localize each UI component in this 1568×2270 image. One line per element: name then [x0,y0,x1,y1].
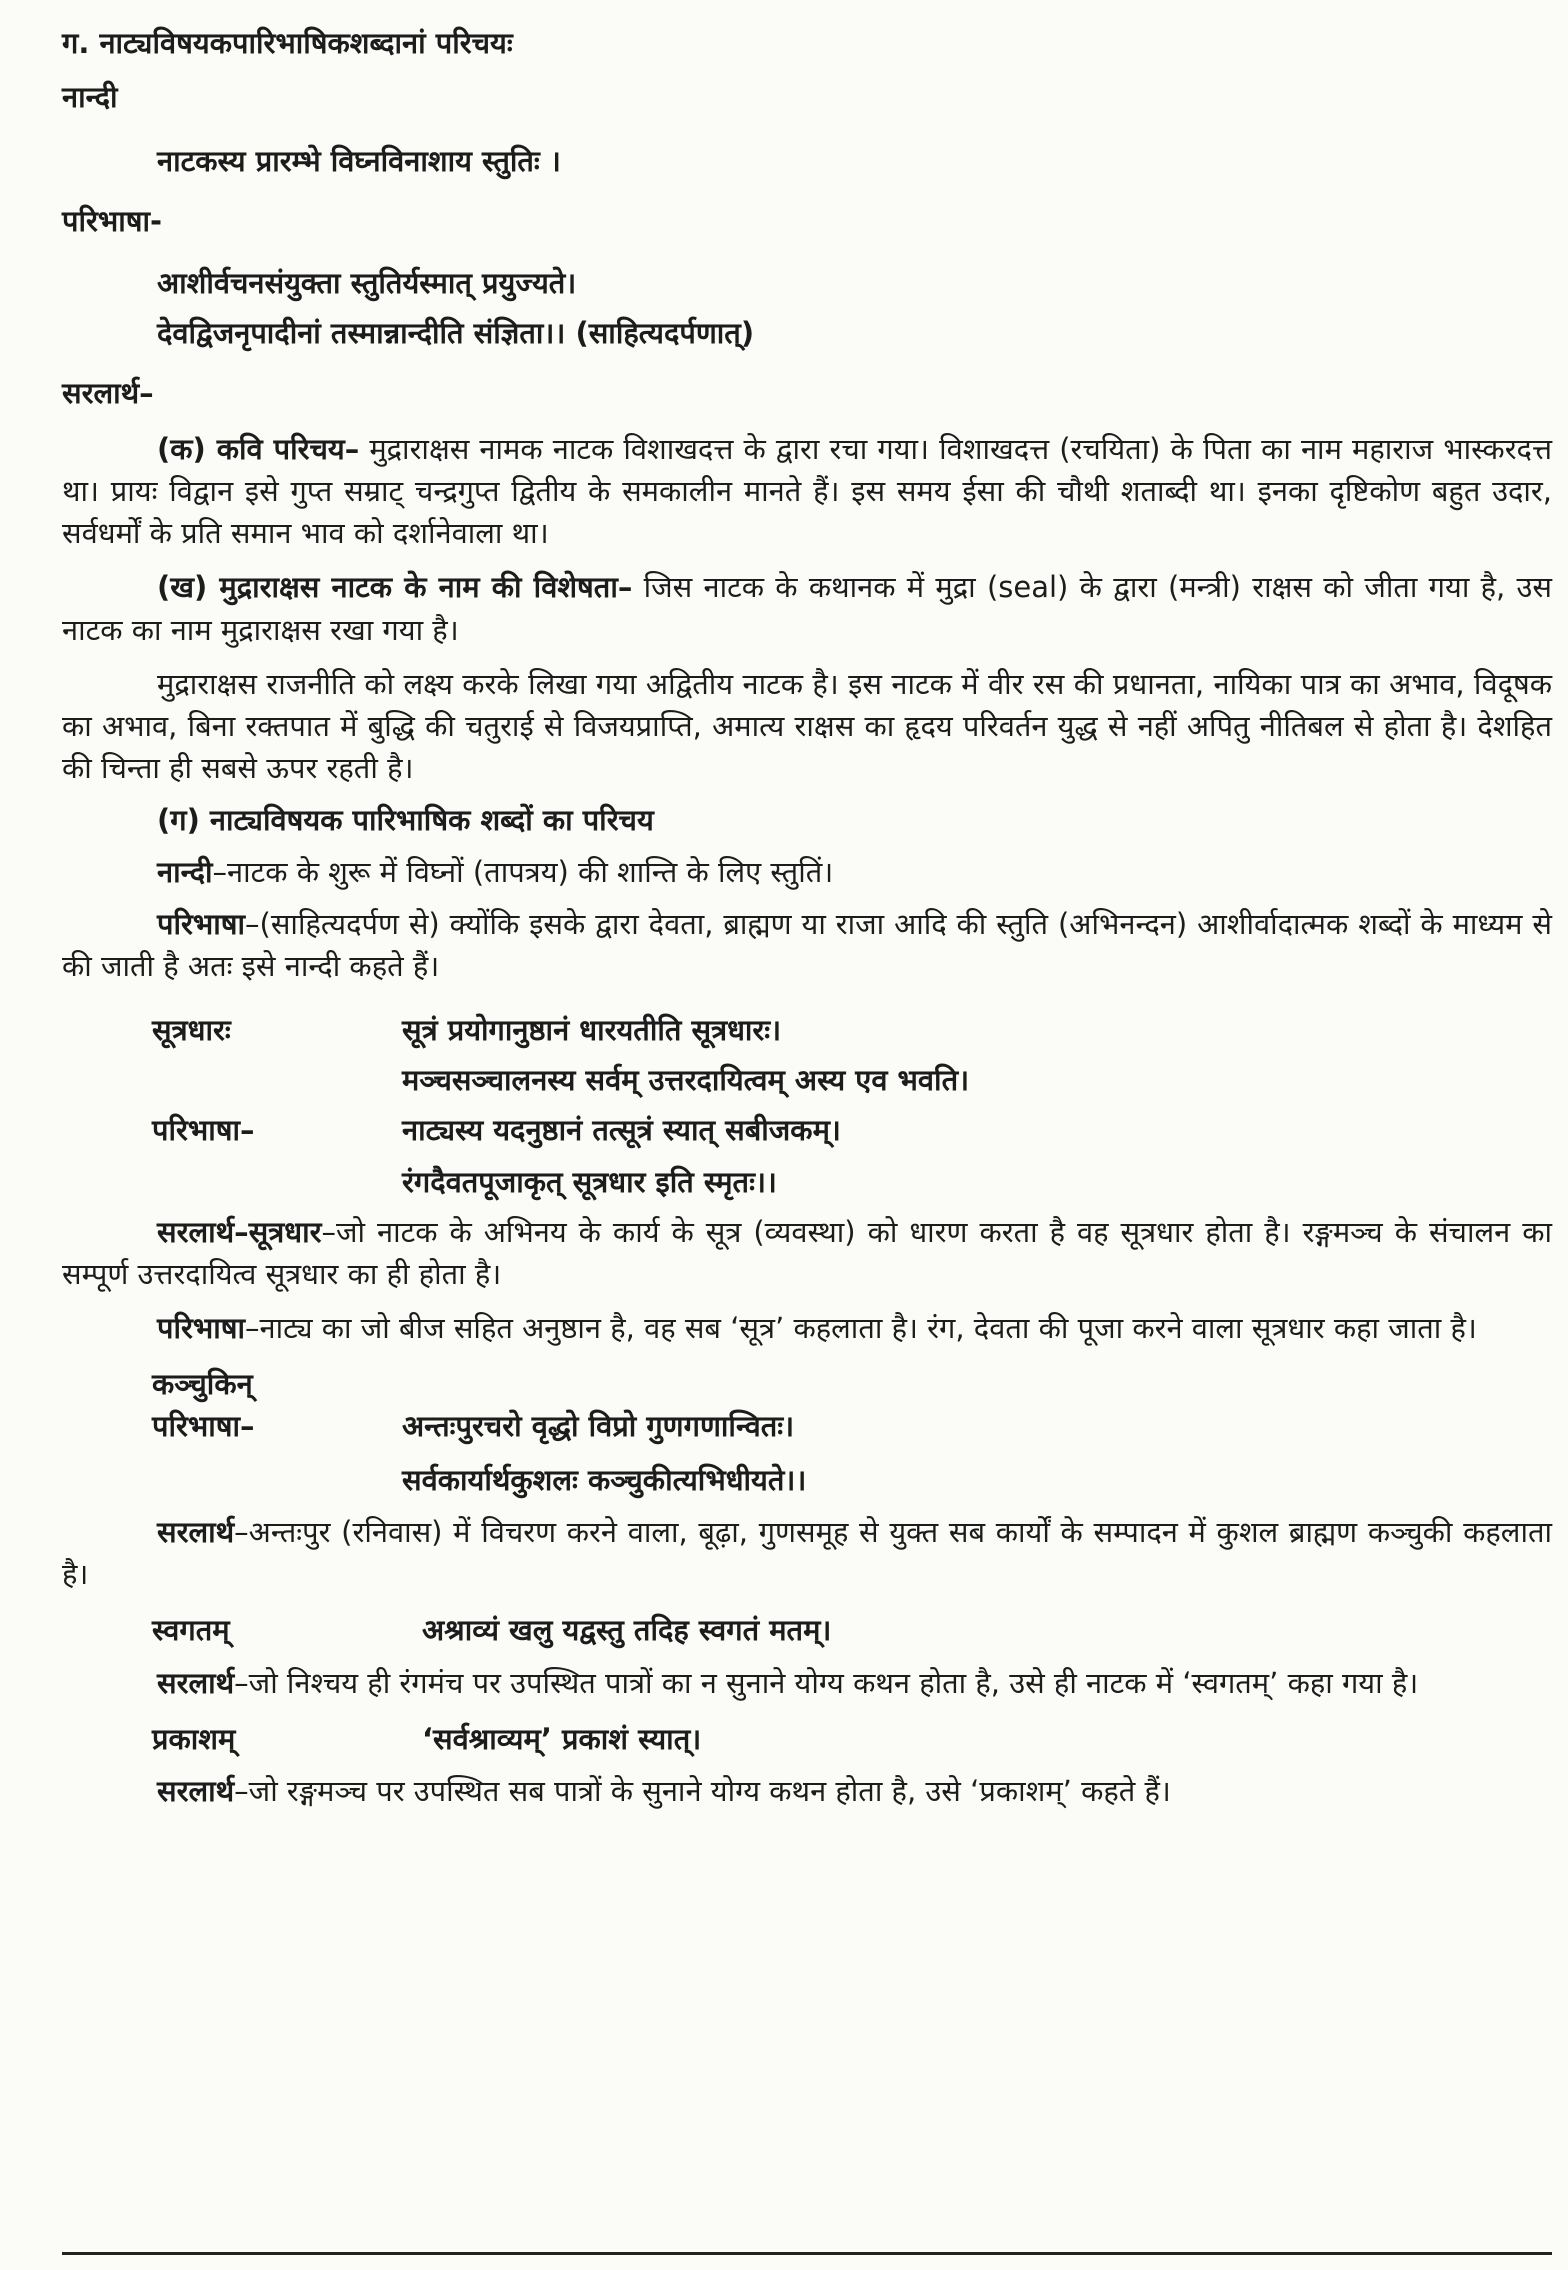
mudra-naam-text: जिस नाटक के कथानक में मुद्रा (seal) के द्वारा (मन्त्री) राक्षस को जीता गया है, उस नाटक का नाम मुद्राराक्षस रखा गया है। [62,570,1552,647]
section-heading: ग. नाट्यविषयकपारिभाषिकशब्दानां परिचयः [62,26,513,60]
swagatam-verse: अश्राव्यं खलु यद्वस्तु तदिह स्वगतं मतम्। [422,1613,832,1648]
nandi-paribhasha-hindi-text: –(साहित्यदर्पण से) क्योंकि इसके द्वारा देवता, ब्राह्मण या राजा आदि की स्तुति (अभिनन्दन) आशीर्वादात्मक शब्दों के माध्यम से की जाती है अतः इसे नान्दी कहते हैं। [62,906,1552,983]
kavi-parichay-label: (क) कवि परिचय– [157,432,360,467]
sutradhar-saralarth-text: –जो नाटक के अभिनय के कार्य के सूत्र (व्यवस्था) को धारण करता है वह सूत्रधार होता है। रङ्गमञ्च के संचालन का सम्पूर्ण उत्तरदायित्व सूत्रधार का ही होता है। [62,1215,1552,1292]
nandi-verse-1: आशीर्वचनसंयुक्ता स्तुतिर्यस्मात् प्रयुज्यते। [157,266,577,301]
nandi-hindi-paragraph [62,851,1552,893]
nandi-paribhasha-label: परिभाषा- [62,204,163,239]
kanchuki-saralarth-paragraph [62,1511,1552,1595]
prakasham-saralarth-label: सरलार्थ [157,1773,235,1808]
sutradhar-block [62,1009,1552,1203]
nandi-paribhasha-paragraph [62,903,1552,987]
nandi-verse-2: देवद्विजनृपादीनां तस्मान्नान्दीति संज्ञिता।। (साहित्यदर्पणात्) [157,316,755,351]
kanchuki-paribhasha-label: परिभाषा– [152,1409,255,1444]
prakasham-saralarth-text: –जो रङ्गमञ्च पर उपस्थित सब पात्रों के सुनाने योग्य कथन होता है, उसे ‘प्रकाशम्’ कहते हैं। [234,1773,1171,1808]
document-page [62,18,1552,1812]
swagatam-saralarth-label: सरलार्थ [157,1665,235,1700]
swagatam-row [152,1609,1552,1651]
sutradhar-line-2: मञ्चसञ्चालनस्य सर्वम् उत्तरदायित्वम् अस्य एव भवति। [402,1062,970,1097]
sutradhar-row-3 [152,1109,1552,1151]
nandi-definition: नाटकस्य प्रारम्भे विघ्नविनाशाय स्तुतिः । [157,144,561,179]
prakasham-block [62,1718,1552,1760]
kanchuki-saralarth-label: सरलार्थ [157,1515,235,1550]
saralarth-label: सरलार्थ– [62,376,154,411]
sutradhar-saralarth-paragraph [62,1211,1552,1295]
sutradhar-verse-1: नाट्यस्य यदनुष्ठानं तत्सूत्रं स्यात् सबीजकम्। [402,1112,841,1147]
kanchuki-title: कञ्चुकिन् [152,1367,253,1402]
swagatam-saralarth-paragraph [62,1662,1552,1704]
kanchuki-saralarth-text: –अन्तःपुर (रनिवास) में विचरण करने वाला, बूढ़ा, गुणसमूह से युक्त सब कार्यों के सम्पादन में कुशल ब्राह्मण कञ्चुकी कहलाता है। [62,1515,1552,1592]
sutradhar-row-4 [152,1161,1552,1203]
sutradhar-paribhasha2-text: –नाट्य का जो बीज सहित अनुष्ठान है, वह सब ‘सूत्र’ कहलाता है। रंग, देवता की पूजा करने वाला सूत्रधार कहा जाता है। [245,1311,1477,1346]
prakasham-verse: ‘सर्वश्राव्यम्’ प्रकाशं स्यात्। [422,1721,702,1756]
nandi-title: नान्दी [62,80,118,115]
nandi-hindi-text: –नाटक के शुरू में विघ्नों (तापत्रय) की शान्ति के लिए स्तुतिं। [212,854,834,889]
sutradhar-verse-2: रंगदैवतपूजाकृत् सूत्रधार इति स्मृतः।। [402,1165,777,1200]
kanchuki-verse-2: सर्वकार्यार्थकुशलः कञ्चुकीत्यभिधीयते।। [402,1463,807,1498]
sutradhar-label: सूत्रधारः [152,1012,231,1047]
mudra-naam-label: (ख) मुद्राराक्षस नाटक के नाम की विशेषता– [157,570,633,605]
prakasham-label: प्रकाशम् [152,1721,236,1756]
sutradhar-saralarth-label: सरलार्थ–सूत्रधार [157,1215,322,1250]
kavi-parichay-text: मुद्राराक्षस नामक नाटक विशाखदत्त के द्वारा रचा गया। विशाखदत्त (रचयिता) के पिता का नाम महाराज भास्करदत्त था। प्रायः विद्वान इसे गुप्त सम्राट् चन्द्रगुप्त द्वितीय के समकालीन मानते हैं। इस समय ईसा की चौथी शताब्दी था। इनका दृष्टिकोण बहुत उदार, सर्वधर्मों के प्रति समान भाव को दर्शानेवाला था। [62,432,1552,551]
sutradhar-paribhasha-label: परिभाषा– [152,1112,255,1147]
sutradhar-paribhasha2-label: परिभाषा [157,1311,246,1346]
bottom-rule-divider [62,2252,1552,2255]
nandi-hindi-label: नान्दी [157,854,213,889]
prakasham-saralarth-paragraph [62,1770,1552,1812]
nandi-paribhasha-hindi-label: परिभाषा [157,906,246,941]
sutradhar-line-1: सूत्रं प्रयोगानुष्ठानं धारयतीति सूत्रधारः। [402,1012,782,1047]
mudra-naam-paragraph [62,566,1552,650]
mudra-description-paragraph: मुद्राराक्षस राजनीति को लक्ष्य करके लिखा गया अद्वितीय नाटक है। इस नाटक में वीर रस की प्रधानता, नायिका पात्र का अभाव, विदूषक का अभाव, बिना रक्तपात में बुद्धि की चतुराई से विजयप्राप्ति, अमात्य राक्षस का हृदय परिवर्तन युद्ध से नहीं अपितु नीतिबल से होता है। देशहित की चिन्ता ही सबसे ऊपर रहती है। [62,666,1552,785]
sutradhar-row-2 [152,1059,1552,1101]
kanchuki-block [62,1363,1552,1501]
kanchuki-row-1 [152,1405,1552,1447]
swagatam-block [62,1609,1552,1651]
sutradhar-paribhasha-paragraph [62,1307,1552,1349]
section-g-title: (ग) नाट्यविषयक पारिभाषिक शब्दों का परिचय [157,802,654,837]
kavi-parichay-paragraph [62,428,1552,554]
kanchuki-verse-1: अन्तःपुरचरो वृद्धो विप्रो गुणगणान्वितः। [402,1409,795,1444]
sutradhar-row-1 [152,1009,1552,1051]
kanchuki-row-2 [152,1459,1552,1501]
prakasham-row [152,1718,1552,1760]
swagatam-saralarth-text: –जो निश्चय ही रंगमंच पर उपस्थित पात्रों का न सुनाने योग्य कथन होता है, उसे ही नाटक में ‘स्वगतम्’ कहा गया है। [234,1665,1419,1700]
swagatam-label: स्वगतम् [152,1613,230,1648]
